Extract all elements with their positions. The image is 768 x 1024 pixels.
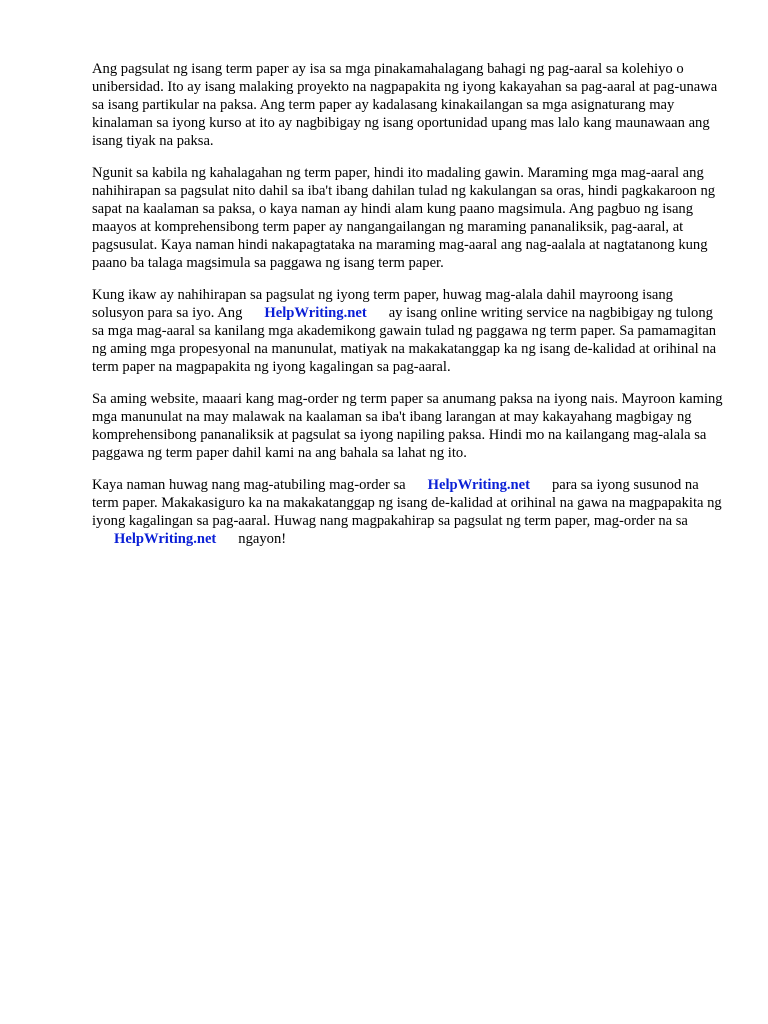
paragraph-text-before: Kung ikaw ay nahihirapan sa pagsulat ng iyong term paper, huwag mag-alala dahil mayroong isang solusyon para sa iyo. Ang <box>92 287 673 321</box>
paragraph-text: Ngunit sa kabila ng kahalagahan ng term paper, hindi ito madaling gawin. Maraming mga mag-aaral ang nahihirapan sa pagsulat nito dahil sa iba't ibang dahilan tulad ng kakulangan sa oras, hindi pagkakaroon ng sapat na kaalaman sa paksa, o kaya naman ay hindi alam kung paano magsimula. Ang pagbuo ng isang maayos at komprehensibong term paper ay nangangailangan ng maraming pananaliksik, pag-aaral, at pagsusulat. Kaya naman hindi nakapagtataka na maraming mag-aaral ang nag-aalala at nagtatanong kung paano ba talaga magsimula sa paggawa ng isang term paper. <box>92 165 716 271</box>
paragraph-intro <box>92 60 728 150</box>
helpwriting-link[interactable]: HelpWriting.net <box>114 531 217 547</box>
paragraph-text-middle: para sa iyong susunod na term paper. Makakasiguro ka na makakatanggap ng isang de-kalidad at orihinal na gawa na magpapakita ng iyong kagalingan sa pag-aaral. Huwag nang magpakahirap sa pagsulat ng term paper, mag-order na sa <box>92 477 722 529</box>
paragraph-text-before: Kaya naman huwag nang mag-atubiling mag-order sa <box>92 477 406 493</box>
paragraph-solution <box>92 286 728 376</box>
helpwriting-link[interactable]: HelpWriting.net <box>427 477 530 493</box>
paragraph-text-after: ngayon! <box>238 531 287 547</box>
paragraph-website <box>92 390 728 462</box>
document-body <box>92 60 728 562</box>
paragraph-difficulty <box>92 164 728 272</box>
paragraph-text: Ang pagsulat ng isang term paper ay isa sa mga pinakamahalagang bahagi ng pag-aaral sa kolehiyo o unibersidad. Ito ay isang malaking proyekto na nagpapakita ng iyong kakayahan sa pag-aaral at pag-unawa sa isang partikular na paksa. Ang term paper ay kadalasang kinakailangan sa mga asignaturang may kinalaman sa iyong kurso at ito ay nagbibigay ng isang oportunidad upang mas lalo kang maunawaan ang isang tiyak na paksa. <box>92 61 718 149</box>
paragraph-call-to-action <box>92 476 728 548</box>
paragraph-text: Sa aming website, maaari kang mag-order ng term paper sa anumang paksa na iyong nais. Mayroon kaming mga manunulat na may malawak na kaalaman sa iba't ibang larangan at may kakayahang magbigay ng komprehensibong pananaliksik at pagsulat sa iyong napiling paksa. Hindi mo na kailangang mag-alala sa paggawa ng term paper dahil kami na ang bahala sa lahat ng ito. <box>92 391 723 461</box>
helpwriting-link[interactable]: HelpWriting.net <box>264 305 367 321</box>
paragraph-text-after: ay isang online writing service na nagbibigay ng tulong sa mga mag-aaral sa kanilang mga akademikong gawain tulad ng paggawa ng term paper. Sa pamamagitan ng aming mga propesyonal na manunulat, matiyak na makakatanggap ka ng isang de-kalidad at orihinal na term paper na magpapakita ng iyong kagalingan sa pag-aaral. <box>92 305 717 375</box>
